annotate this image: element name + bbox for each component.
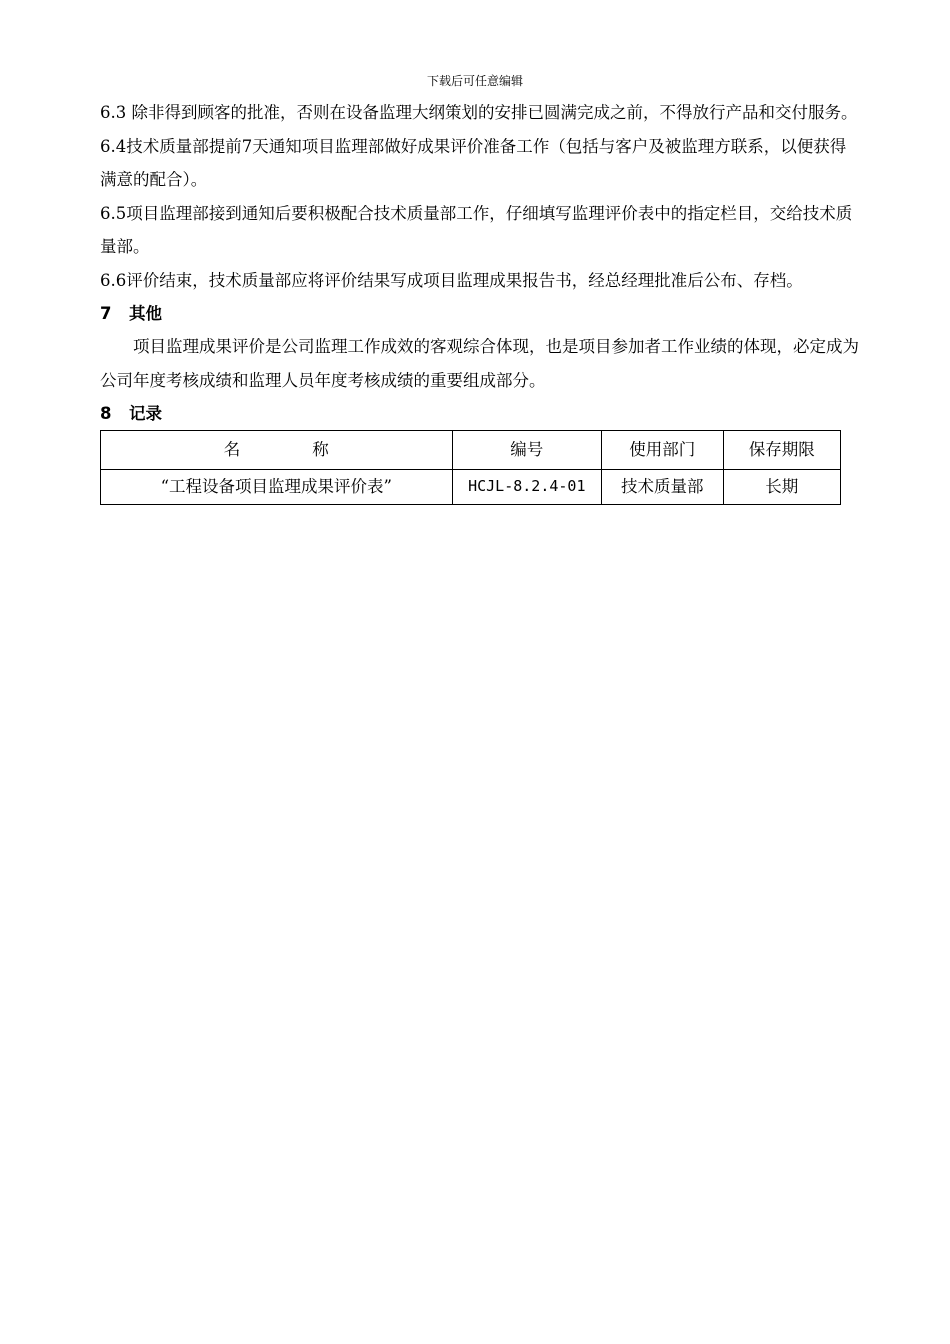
table-row xyxy=(101,470,841,505)
section-8-heading xyxy=(100,397,860,430)
header-code-cell: 编号 xyxy=(452,431,602,470)
section-8-title: 记录 xyxy=(129,404,162,423)
row-code-cell: HCJL-8.2.4-01 xyxy=(452,470,602,505)
document-body xyxy=(100,96,860,505)
clause-6-3: 6.3 除非得到顾客的批准，否则在设备监理大纲策划的安排已圆满完成之前，不得放行产品和交付服务。 xyxy=(100,103,858,122)
section-7-number: 7 xyxy=(100,304,112,323)
header-name-right: 称 xyxy=(312,440,329,460)
header-name-cell xyxy=(101,431,453,470)
section-7-title: 其他 xyxy=(129,304,162,323)
row-name-cell: “工程设备项目监理成果评价表” xyxy=(101,470,453,505)
records-table-header-row xyxy=(101,431,841,470)
row-keep-cell: 长期 xyxy=(723,470,841,505)
header-keep-cell: 保存期限 xyxy=(723,431,841,470)
clause-6-6: 6.6评价结束，技术质量部应将评价结果写成项目监理成果报告书，经总经理批准后公布、存档。 xyxy=(100,270,803,290)
clause-6-5: 6.5项目监理部接到通知后要积极配合技术质量部工作，仔细填写监理评价表中的指定栏目，交给技术质量部。 xyxy=(100,203,853,256)
header-dept-cell: 使用部门 xyxy=(602,431,723,470)
section-7-body: 项目监理成果评价是公司监理工作成效的客观综合体现，也是项目参加者工作业绩的体现，必定成为公司年度考核成绩和监理人员年度考核成绩的重要组成部分。 xyxy=(100,337,859,390)
row-dept-cell: 技术质量部 xyxy=(602,470,723,505)
clause-6-4: 6.4技术质量部提前7天通知项目监理部做好成果评价准备工作（包括与客户及被监理方联系，以便获得满意的配合）。 xyxy=(100,136,847,189)
page-header-note: 下载后可任意编辑 xyxy=(426,74,523,88)
records-table xyxy=(100,430,841,505)
section-8-number: 8 xyxy=(100,404,112,423)
section-7-heading xyxy=(100,297,860,330)
header-name-left: 名 xyxy=(223,440,241,460)
